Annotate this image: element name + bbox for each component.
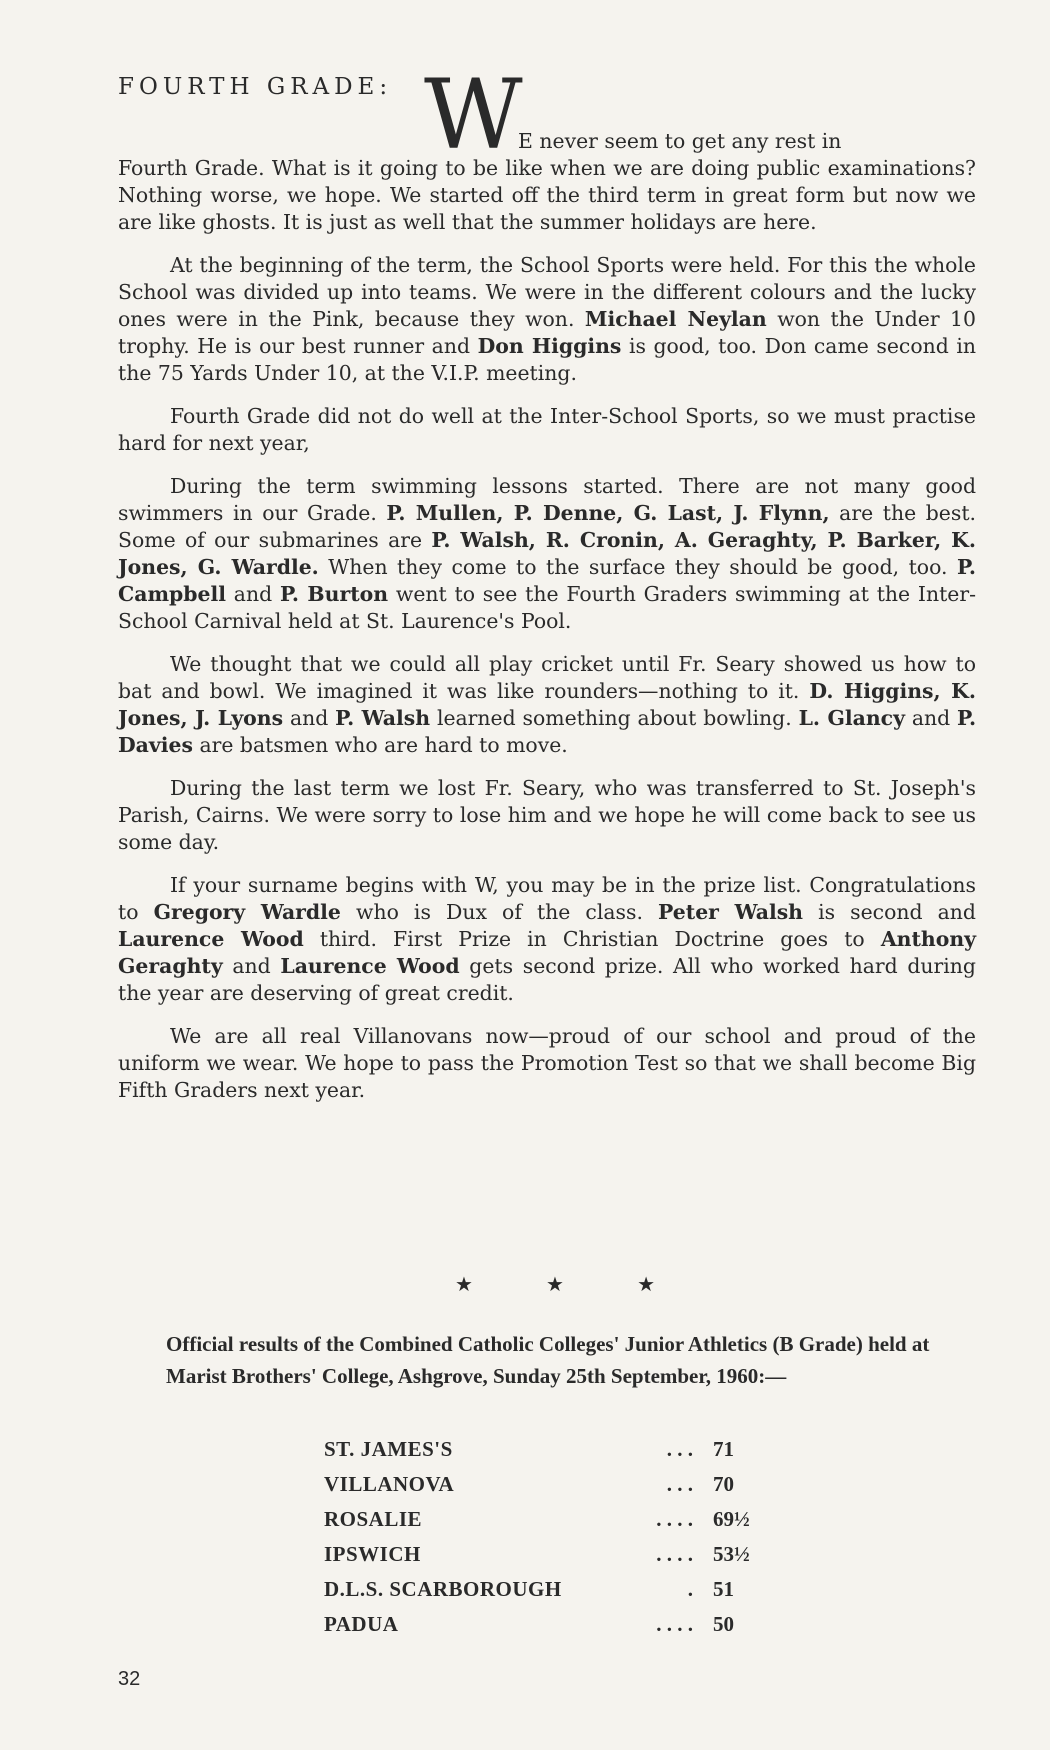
paragraph-1	[118, 128, 976, 236]
leader-dots: . . .	[666, 1437, 693, 1461]
school-name: IPSWICH	[324, 1542, 421, 1566]
star-icon: ★	[637, 1272, 655, 1296]
lead-text: E never seem to get any rest in	[518, 129, 842, 153]
table-row	[324, 1432, 784, 1467]
text-segment: and	[289, 706, 329, 730]
text-segment: and	[233, 582, 273, 606]
text-segment: and	[232, 954, 271, 978]
student-name: P. Walsh	[335, 706, 431, 730]
dropcap-letter: W	[424, 59, 523, 171]
student-name: P. Burton	[279, 582, 389, 606]
leader-dots: . . . .	[656, 1542, 693, 1566]
school-score: 70	[712, 1472, 734, 1496]
school-score: 51	[712, 1577, 734, 1601]
school-score: 50	[712, 1612, 734, 1636]
school-score: 53½	[712, 1542, 750, 1566]
text-segment: If your surname begins with W, you may be in the prize list. Congratulations to	[118, 873, 976, 924]
school-name: PADUA	[324, 1612, 399, 1636]
student-name: P. Campbell	[118, 555, 977, 606]
text-segment: When they come to the surface they should be good, too.	[328, 555, 948, 579]
student-name: Peter Walsh	[658, 900, 803, 924]
student-name: Laurence Wood	[118, 927, 304, 951]
school-name: D.L.S. SCARBOROUGH	[324, 1577, 562, 1601]
student-name: Gregory Wardle	[153, 900, 341, 924]
student-names: P. Walsh, R. Cronin, A. Geraghty, P. Barker, K. Jones, G. Wardle.	[118, 528, 976, 579]
fourth-grade-article	[118, 59, 977, 1120]
table-row	[324, 1502, 784, 1537]
school-name: ROSALIE	[324, 1507, 423, 1531]
student-name: Don Higgins	[477, 334, 622, 358]
school-name: VILLANOVA	[324, 1472, 455, 1496]
leader-dots: . . . .	[656, 1612, 693, 1636]
star-icon: ★	[455, 1272, 473, 1296]
school-score: 71	[712, 1437, 734, 1461]
school-name: ST. JAMES'S	[324, 1437, 453, 1461]
text-segment: are batsmen who are hard to move.	[199, 733, 568, 757]
grade-title: FOURTH GRADE:	[118, 74, 393, 100]
text-segment: is good, too. Don came second in the 75 Yards Under 10, at the V.I.P. meeting.	[118, 334, 976, 385]
star-icon: ★	[546, 1272, 564, 1296]
paragraph-3: Fourth Grade did not do well at the Inter-School Sports, so we must practise hard for next year,	[118, 404, 976, 455]
text-segment: third. First Prize in Christian Doctrine goes to	[319, 927, 865, 951]
leader-dots: .	[687, 1577, 693, 1601]
student-names: D. Higgins, K. Jones, J. Lyons	[118, 679, 977, 730]
results-heading: Official results of the Combined Catholic Colleges' Junior Athletics (B Grade) held at Marist Brothers' College, Ashgrove, Sunday 25th September, 1960:—	[166, 1332, 930, 1388]
text-segment: and	[911, 706, 951, 730]
school-score: 69½	[712, 1507, 750, 1531]
text-segment: is second and	[818, 900, 976, 924]
student-names: P. Mullen, P. Denne, G. Last, J. Flynn,	[386, 501, 830, 525]
paragraph-6: During the last term we lost Fr. Seary, who was transferred to St. Joseph's Parish, Cairns. We were sorry to lose him and we hope he will come back to see us some day.	[118, 776, 976, 854]
table-row	[324, 1572, 784, 1607]
paragraph-7	[118, 872, 976, 1007]
page-number: 32	[118, 1668, 141, 1690]
text-segment: We thought that we could all play cricket until Fr. Seary showed us how to bat and bowl. We imagined it was like rounders—nothing to it.	[118, 652, 976, 703]
text-segment: went to see the Fourth Graders swimming at the Inter-School Carnival held at St. Laurence's Pool.	[118, 582, 976, 633]
text-segment: won the Under 10 trophy. He is our best runner and	[118, 307, 976, 358]
student-name: P. Davies	[118, 706, 977, 757]
paragraph-4	[118, 473, 976, 635]
leader-dots: . . .	[666, 1472, 693, 1496]
results-table-body	[324, 1432, 784, 1642]
table-row	[324, 1467, 784, 1502]
student-name: Michael Neylan	[584, 307, 767, 331]
text-segment: During the term swimming lessons started. There are not many good swimmers in our Grade.	[118, 474, 976, 525]
text-segment: At the beginning of the term, the School Sports were held. For this the whole School was divided up into teams. We were in the different colours and the lucky ones were in the Pink, because they won.	[118, 253, 976, 331]
student-name: Anthony Geraghty	[118, 927, 976, 978]
text-segment: gets second prize. All who worked hard during the year are deserving of great credit.	[118, 954, 976, 1005]
text-segment: who is Dux of the class.	[355, 900, 643, 924]
section-separator	[455, 1272, 655, 1296]
table-row	[324, 1607, 784, 1642]
student-name: L. Glancy	[798, 706, 905, 730]
paragraph-1-text: Fourth Grade. What is it going to be like when we are doing public examinations? Nothing worse, we hope. We started off the third term in great form but now we are like ghosts. It is just as well that the summer holidays are here.	[118, 156, 976, 234]
paragraph-8: We are all real Villanovans now—proud of our school and proud of the uniform we wear. We hope to pass the Promotion Test so that we shall become Big Fifth Graders next year.	[118, 1024, 976, 1102]
text-segment: learned something about bowling.	[436, 706, 792, 730]
results-table	[324, 1432, 784, 1642]
paragraph-2	[118, 252, 976, 387]
text-segment: are the best. Some of our submarines are	[118, 501, 977, 552]
table-row	[324, 1537, 784, 1572]
student-name: Laurence Wood	[280, 954, 460, 978]
paragraph-5	[118, 651, 976, 759]
leader-dots: . . . .	[656, 1507, 693, 1531]
